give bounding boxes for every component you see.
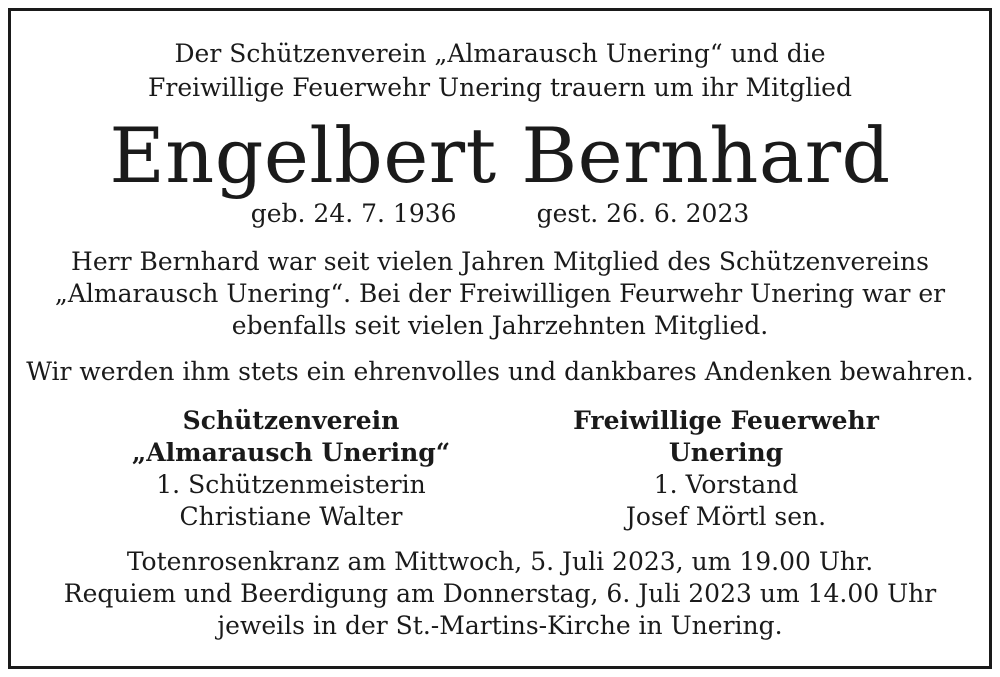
birth-date: geb. 24. 7. 1936 bbox=[250, 199, 457, 228]
intro-line-2: Freiwillige Feuerwehr Unering trauern um ihr Mitglied bbox=[148, 73, 852, 102]
service-line-2: Requiem und Beerdigung am Donnerstag, 6. Juli 2023 um 14.00 Uhr bbox=[63, 579, 937, 608]
tribute-line-1: Herr Bernhard war seit vielen Jahren Mitglied des Schützenvereins bbox=[71, 247, 929, 276]
tribute-line-3: ebenfalls seit vielen Jahrzehnten Mitglied. bbox=[231, 311, 769, 340]
life-dates bbox=[11, 199, 989, 229]
obituary-notice bbox=[8, 8, 992, 669]
service-line-3: jeweils in der St.-Martins-Kirche in Unering. bbox=[217, 611, 783, 640]
signatory-left bbox=[101, 405, 481, 533]
signatory-right-person: Josef Mörtl sen. bbox=[625, 502, 827, 531]
death-date: gest. 26. 6. 2023 bbox=[536, 199, 750, 228]
signatory-left-org-2: „Almarausch Unering“ bbox=[131, 438, 451, 467]
signatory-right-role: 1. Vorstand bbox=[653, 470, 799, 499]
service-line-1: Totenrosenkranz am Mittwoch, 5. Juli 2023, um 19.00 Uhr. bbox=[126, 547, 874, 576]
signatory-right-org-2: Unering bbox=[668, 438, 784, 467]
tribute-line-2: „Almarausch Unering“. Bei der Freiwilligen Feurwehr Unering war er bbox=[54, 279, 946, 308]
signatory-left-person: Christiane Walter bbox=[179, 502, 403, 531]
deceased-name: Engelbert Bernhard bbox=[109, 111, 891, 200]
signatory-left-org-1: Schützenverein bbox=[182, 406, 400, 435]
intro-line-1: Der Schützenverein „Almarausch Unering“ und die bbox=[174, 39, 826, 68]
signatory-left-role: 1. Schützenmeisterin bbox=[156, 470, 426, 499]
signatory-right bbox=[536, 405, 916, 533]
remembrance-line: Wir werden ihm stets ein ehrenvolles und dankbares Andenken bewahren. bbox=[26, 357, 974, 386]
signatory-right-org-1: Freiwillige Feuerwehr bbox=[573, 406, 879, 435]
